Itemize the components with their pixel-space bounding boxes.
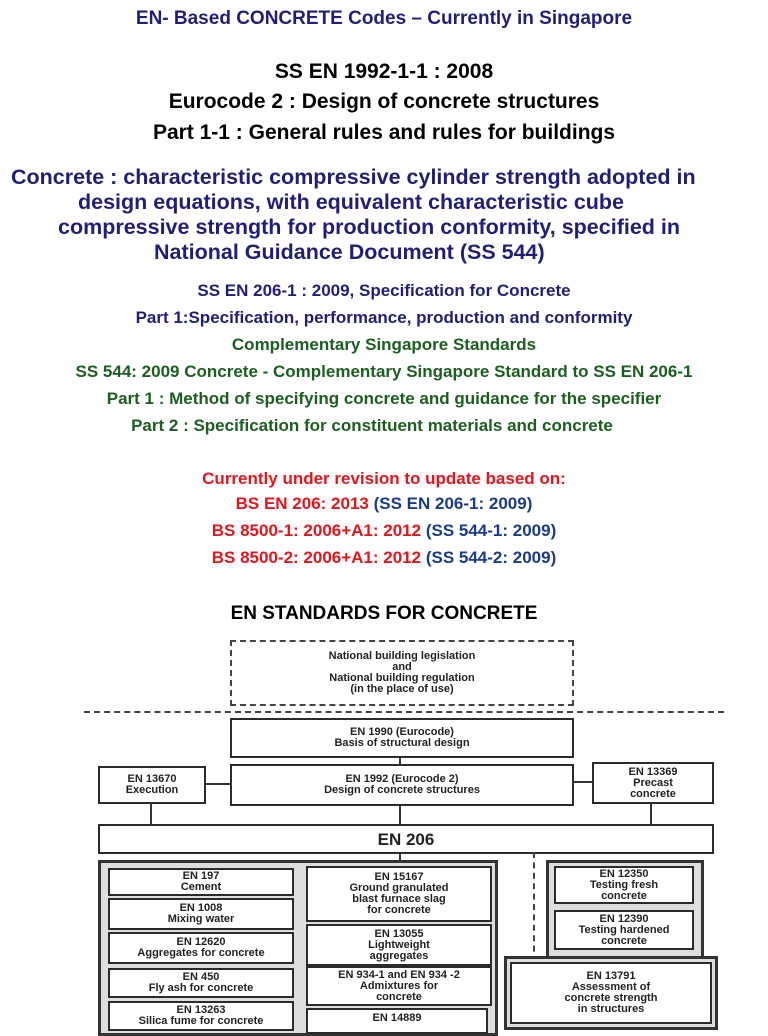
box-line: concrete [601, 889, 647, 902]
diagram-title: EN STANDARDS FOR CONCRETE [230, 603, 538, 624]
box-line: National building legislation [328, 650, 476, 662]
box-line: Aggregates for concrete [137, 947, 265, 959]
en13670-box [98, 766, 206, 804]
box-line: concrete [601, 934, 647, 947]
en206-box [98, 824, 714, 854]
en12350-box [554, 866, 694, 904]
box-line: Ground granulated [349, 882, 449, 894]
box-line: Admixtures for [359, 979, 439, 992]
box-line: aggregates [369, 949, 429, 962]
box-line: EN 206 [377, 829, 435, 849]
box-line: National building regulation [329, 672, 475, 684]
box-line: EN 13670 [127, 773, 177, 785]
spec-line: Part 1 : Method of specifying concrete and guidance for the specifier [106, 389, 662, 408]
connector [399, 756, 401, 764]
en934-box [306, 966, 492, 1006]
concrete-note [0, 165, 768, 265]
revision-old: (SS EN 206-1: 2009) [373, 494, 533, 513]
connector [150, 802, 152, 824]
box-line: EN 1992 (Eurocode 2) [345, 773, 459, 785]
box-line: EN 15167 [374, 871, 424, 883]
en12620-box [108, 932, 294, 964]
en1992-box [230, 764, 574, 806]
revision-item [0, 494, 768, 514]
revision-new: BS EN 206: 2013 [235, 494, 369, 513]
box-line: EN 14889 [372, 1012, 422, 1024]
box-line: EN 197 [182, 870, 220, 882]
concrete-note-line: design equations, with equivalent characteristic cube [78, 190, 625, 214]
en12390-box [554, 910, 694, 950]
concrete-note-line: Concrete : characteristic compressive cylinder strength adopted in [11, 165, 696, 189]
revision-item [0, 548, 768, 568]
box-line: Fly ash for concrete [148, 982, 254, 994]
concrete-note-line: compressive strength for production conformity, specified in [58, 215, 680, 239]
standard-part: Part 1-1 : General rules and rules for buildings [152, 121, 616, 144]
revision-heading: Currently under revision to update based on: [202, 469, 566, 488]
legislation-box [230, 640, 574, 706]
box-line: (in the place of use) [350, 683, 454, 695]
en13369-box [592, 762, 714, 804]
page-title: EN- Based CONCRETE Codes – Currently in Singapore [135, 8, 633, 29]
spec-line: Part 2 : Specification for constituent materials and concrete [131, 416, 613, 435]
box-line: Silica fume for concrete [138, 1015, 264, 1027]
box-line: blast furnace slag [352, 893, 446, 905]
connector [204, 783, 230, 785]
connector [399, 804, 401, 824]
en13263-box [108, 1001, 294, 1031]
box-line: Execution [125, 784, 179, 796]
box-line: EN 1990 (Eurocode) [350, 726, 454, 738]
box-line: EN 12390 [599, 912, 649, 925]
box-line: EN 12350 [599, 867, 649, 880]
connector [399, 852, 401, 860]
spec-line: SS EN 206-1 : 2009, Specification for Concrete [197, 281, 571, 300]
box-line: and [392, 661, 412, 673]
box-line: Basis of structural design [334, 737, 470, 749]
box-line: Testing hardened [578, 923, 670, 936]
box-line: concrete [376, 990, 422, 1003]
box-line: Cement [180, 881, 222, 893]
connector [650, 802, 652, 824]
standard-name: Eurocode 2 : Design of concrete structures [168, 90, 600, 113]
en1990-box [230, 718, 574, 758]
box-line: concrete strength [564, 992, 658, 1004]
box-line: EN 13369 [628, 765, 678, 778]
en197-box [108, 868, 294, 896]
revision-new: BS 8500-2: 2006+A1: 2012 [211, 548, 422, 567]
box-line: EN 450 [182, 971, 220, 983]
box-line: EN 934-1 and EN 934 -2 [338, 968, 460, 981]
standard-code: SS EN 1992-1-1 : 2008 [274, 60, 494, 83]
box-line: Assessment of [571, 981, 651, 993]
dashed-connector [533, 852, 535, 962]
spec-line: SS 544: 2009 Concrete - Complementary Singapore Standard to SS EN 206-1 [75, 362, 693, 381]
revision-new: BS 8500-1: 2006+A1: 2012 [211, 521, 422, 540]
connector [572, 781, 592, 783]
box-line: Design of concrete structures [324, 784, 480, 796]
en1008-box [108, 898, 294, 930]
box-line: Testing fresh [589, 878, 659, 891]
revision-old: (SS 544-1: 2009) [425, 521, 557, 540]
en13791-box [510, 962, 712, 1024]
box-line: Mixing water [167, 913, 235, 925]
box-line: EN 13055 [374, 927, 424, 940]
box-line: EN 1008 [179, 902, 223, 914]
box-line: concrete [630, 787, 676, 800]
box-line: EN 12620 [176, 936, 226, 948]
en13055-box [306, 924, 492, 966]
en450-box [108, 968, 294, 998]
spec-line: Part 1:Specification, performance, production and conformity [135, 308, 633, 327]
box-line: Lightweight [368, 938, 430, 951]
box-line: EN 13791 [586, 970, 636, 982]
en15167-box [306, 866, 492, 922]
separator-line [84, 711, 724, 713]
box-line: EN 13263 [176, 1004, 226, 1016]
spec-line: Complementary Singapore Standards [231, 335, 537, 354]
box-line: for concrete [367, 904, 431, 916]
revision-old: (SS 544-2: 2009) [425, 548, 557, 567]
revision-item [0, 521, 768, 541]
concrete-note-line: National Guidance Document (SS 544) [154, 240, 545, 264]
en14889-box [306, 1008, 488, 1034]
box-line: Precast [633, 776, 673, 789]
box-line: in structures [577, 1003, 645, 1015]
